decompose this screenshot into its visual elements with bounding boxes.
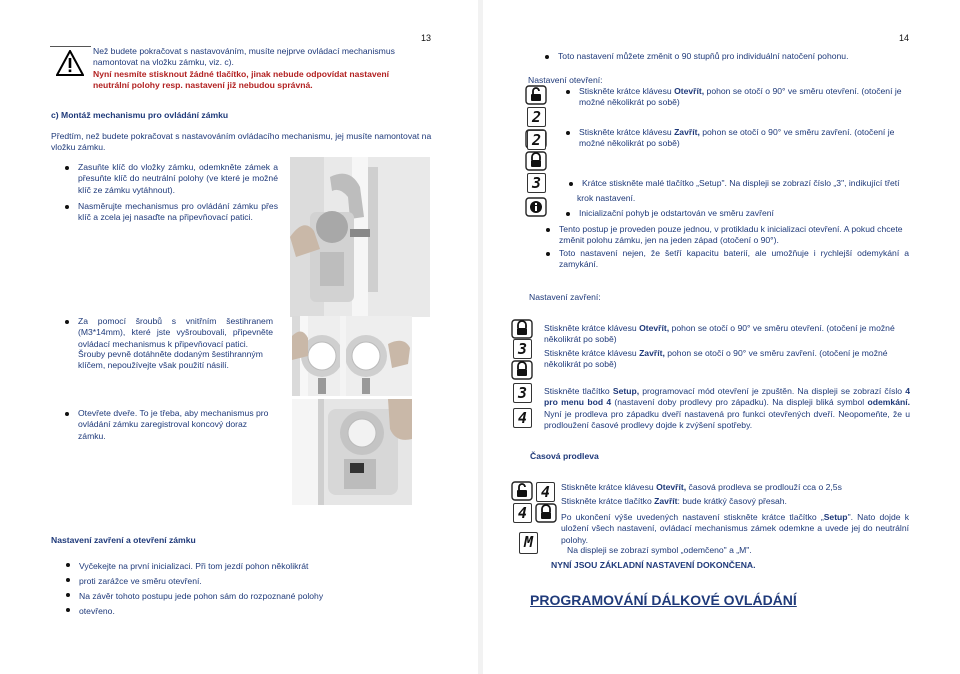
key-label: Setup (823, 512, 848, 522)
lcd-digit: 4 (517, 504, 528, 522)
lcd-digit-icon (513, 503, 532, 523)
text: Nyní je prodleva pro západku dveří nastavená pro funkci otevřených dveří. Neopomeňte, že u prodloužení časové prodlevy dojde k zvýšení spotřeby. (544, 408, 910, 431)
key-label: Setup, (612, 386, 640, 396)
list-item: Toto nastavení můžete změnit o 90 stupňů pro individuální natočení pohonu. (558, 51, 938, 62)
padlock-closed-icon (511, 319, 533, 339)
warning-text (93, 46, 428, 91)
remote-title: PROGRAMOVÁNÍ DÁLKOVÉ OVLÁDÁNÍ (530, 592, 797, 608)
text: Stiskněte krátce klávesu (561, 482, 657, 492)
lcd-digit-icon (536, 482, 555, 502)
padlock-open-icon (525, 85, 547, 105)
padlock-closed-icon (535, 503, 557, 523)
mounting-photo (290, 157, 430, 317)
screws-photo (292, 316, 412, 396)
warning-line: neutrální polohy resp. nastavení již nebudou správná. (93, 80, 313, 91)
step-text: krok nastavení. (577, 193, 636, 203)
text: pohon se otočí o 90° ve směru zavření. (otočení je možné několikrát po sobě) (544, 348, 888, 370)
section-close-title: Nastavení zavření a otevření zámku (51, 535, 196, 545)
list-item: Vyčekejte na první inicializaci. Při tom jezdí pohon několikrát (79, 559, 369, 574)
page-number: 14 (899, 33, 910, 43)
delay-line (561, 482, 911, 493)
screws-note: Šrouby pevně dotáhněte dodaným šestihranným klíčem, nepoužívejte však použití násilí. (78, 349, 263, 371)
closing-paragraph (544, 323, 912, 346)
lcd-digit-icon (513, 339, 532, 359)
page-14 (483, 0, 960, 674)
text: Stiskněte krátce tlačítko (561, 496, 655, 506)
lcd-digit: 4 (517, 409, 528, 427)
padlock-closed-icon (525, 151, 547, 171)
list-item: Zasuňte klíč do vložky zámku, odemkněte zámek a přesuňte klíč do neutrální polohy (ve které je možné klíč ze zámku vytáhnout). (78, 162, 278, 195)
text: pohon se otočí o 90° ve směru otevření. (otočení je možné několikrát po sobě) (579, 86, 902, 108)
warning-triangle-icon (56, 50, 84, 76)
text: pohon se otočí o 90° ve směru otevření. (otočení je možné několikrát po sobě) (544, 323, 895, 345)
delay-line (561, 512, 909, 546)
lcd-digit: 3 (517, 340, 528, 358)
list-item: Na závěr tohoto postupu jede pohon sám do rozpoznané polohy (79, 589, 369, 604)
list-item: Krátce stiskněte malé tlačítko „Setup". Na displeji se zobrazí číslo „3", indikující třetí (582, 178, 912, 189)
lcd-digit: 4 (540, 483, 551, 501)
list-item (579, 127, 909, 150)
text: odemkání. (867, 397, 911, 408)
lcd-digit-icon (527, 173, 546, 193)
lcd-digit-icon (527, 107, 546, 127)
text: 4 pro menu bod 4 (544, 386, 910, 408)
closing-paragraph (544, 386, 910, 431)
door-photo (292, 399, 412, 505)
key-label: Zavřít, (639, 348, 665, 358)
lcd-digit-icon (513, 383, 532, 403)
key-label: Zavřít (654, 496, 678, 506)
delay-line (561, 496, 911, 507)
info-icon (525, 197, 547, 217)
text: Stiskněte krátce klávesu (544, 348, 640, 358)
page-13 (0, 0, 478, 674)
lcd-digit: 3 (531, 174, 542, 192)
text: Stiskněte krátce klávesu (579, 127, 675, 137)
key-label: Otevřít, (656, 482, 687, 492)
closing-paragraph (544, 348, 912, 371)
list-item: Inicializační pohyb je odstartován ve směru zavření (579, 208, 909, 219)
text: (nastavení doby prodlevy pro západku). Na displeji bliká symbol (611, 397, 868, 408)
list-item: Otevřete dveře. To je třeba, aby mechanismus pro ovládání zámku zaregistroval koncový doraz zámku. (78, 408, 273, 442)
lcd-digit-icon (527, 130, 546, 150)
warning-line: Než budete pokračovat s nastavováním, musíte nejprve ovládací mechanismus (93, 46, 395, 56)
delay-heading: Časová prodleva (530, 451, 599, 461)
section-c-title: c) Montáž mechanismu pro ovládání zámku (51, 110, 229, 120)
list-item: proti zarážce ve směru otevření. (79, 574, 369, 589)
text: Stiskněte krátce klávesu (579, 86, 675, 96)
text: ". Nato dojde k uložení všech nastavení, ovládací mechanismus zámek odemkne a uvede jej do neutrální polohy. (561, 512, 909, 545)
padlock-open-icon (511, 481, 533, 501)
key-label: Otevřít, (639, 323, 670, 333)
lcd-digit: 3 (517, 384, 528, 402)
lcd-digit: M (523, 533, 534, 551)
key-label: Zavřít, (674, 127, 700, 137)
list-item: otevřeno. (79, 604, 369, 619)
key-label: Otevřít, (674, 86, 705, 96)
warning-line: namontovat na vložku zámku, viz. c). (93, 57, 234, 68)
padlock-closed-icon (511, 360, 533, 380)
warning-line: Nyní nesmíte stisknout žádné tlačítko, jinak nebude odpovídat nastavení (93, 68, 390, 79)
lcd-digit: 2 (531, 108, 542, 126)
text: pohon se otočí o 90° ve směru zavření. (otočení je možné několikrát po sobě) (579, 127, 895, 149)
list-item: Nasměrujte mechanismus pro ovládání zámku přes klíč a zcela jej nasaďte na připevňovací patici. (78, 201, 278, 223)
text: Po ukončení výše uvedených nastavení stiskněte krátce tlačítko „ (561, 512, 824, 522)
warning-rule (50, 46, 91, 47)
lcd-digit-icon (519, 532, 538, 554)
lcd-digit: 2 (531, 131, 542, 149)
text: Stiskněte tlačítko (544, 386, 613, 396)
text: : bude krátký časový přesah. (677, 496, 787, 506)
open-heading: Nastavení otevření: (528, 75, 603, 85)
list-item (579, 86, 909, 109)
section-c-intro: Předtím, než budete pokračovat s nastavováním ovládacího mechanismu, jej musíte namontovat na vložku zámku. (51, 131, 432, 153)
list-item: Za pomocí šroubů s vnitřním šestihranem (M3*14mm), které jste vyšroubovali, připevněte ovládací mechanismus k připevňovací patici. (78, 316, 273, 349)
page-number: 13 (421, 33, 432, 43)
text: Stiskněte krátce klávesu (544, 323, 640, 333)
delay-done: NYNÍ JSOU ZÁKLADNÍ NASTAVENÍ DOKONČENA. (551, 560, 756, 570)
text: programovací mód otevření je zpuštěn. Na displeji se zobrazí číslo (639, 386, 906, 396)
text: časová prodleva se prodlouží cca o 2,5s (686, 482, 842, 492)
list-item: Tento postup je proveden pouze jednou, v protikladu k inicializaci otevření. A pokud chcete změnit polohu zámku, jen na jeden západ (otočení o 90°). (559, 224, 909, 247)
closing-heading: Nastavení zavření: (529, 292, 601, 302)
delay-line: Na displeji se zobrazí symbol „odemčeno" a „M". (567, 545, 752, 555)
lcd-digit-icon (513, 408, 532, 428)
list-item: Toto nastavení nejen, že šetří kapacitu baterií, ale umožňuje i rychlejší odemykání a zamykání. (559, 248, 909, 270)
